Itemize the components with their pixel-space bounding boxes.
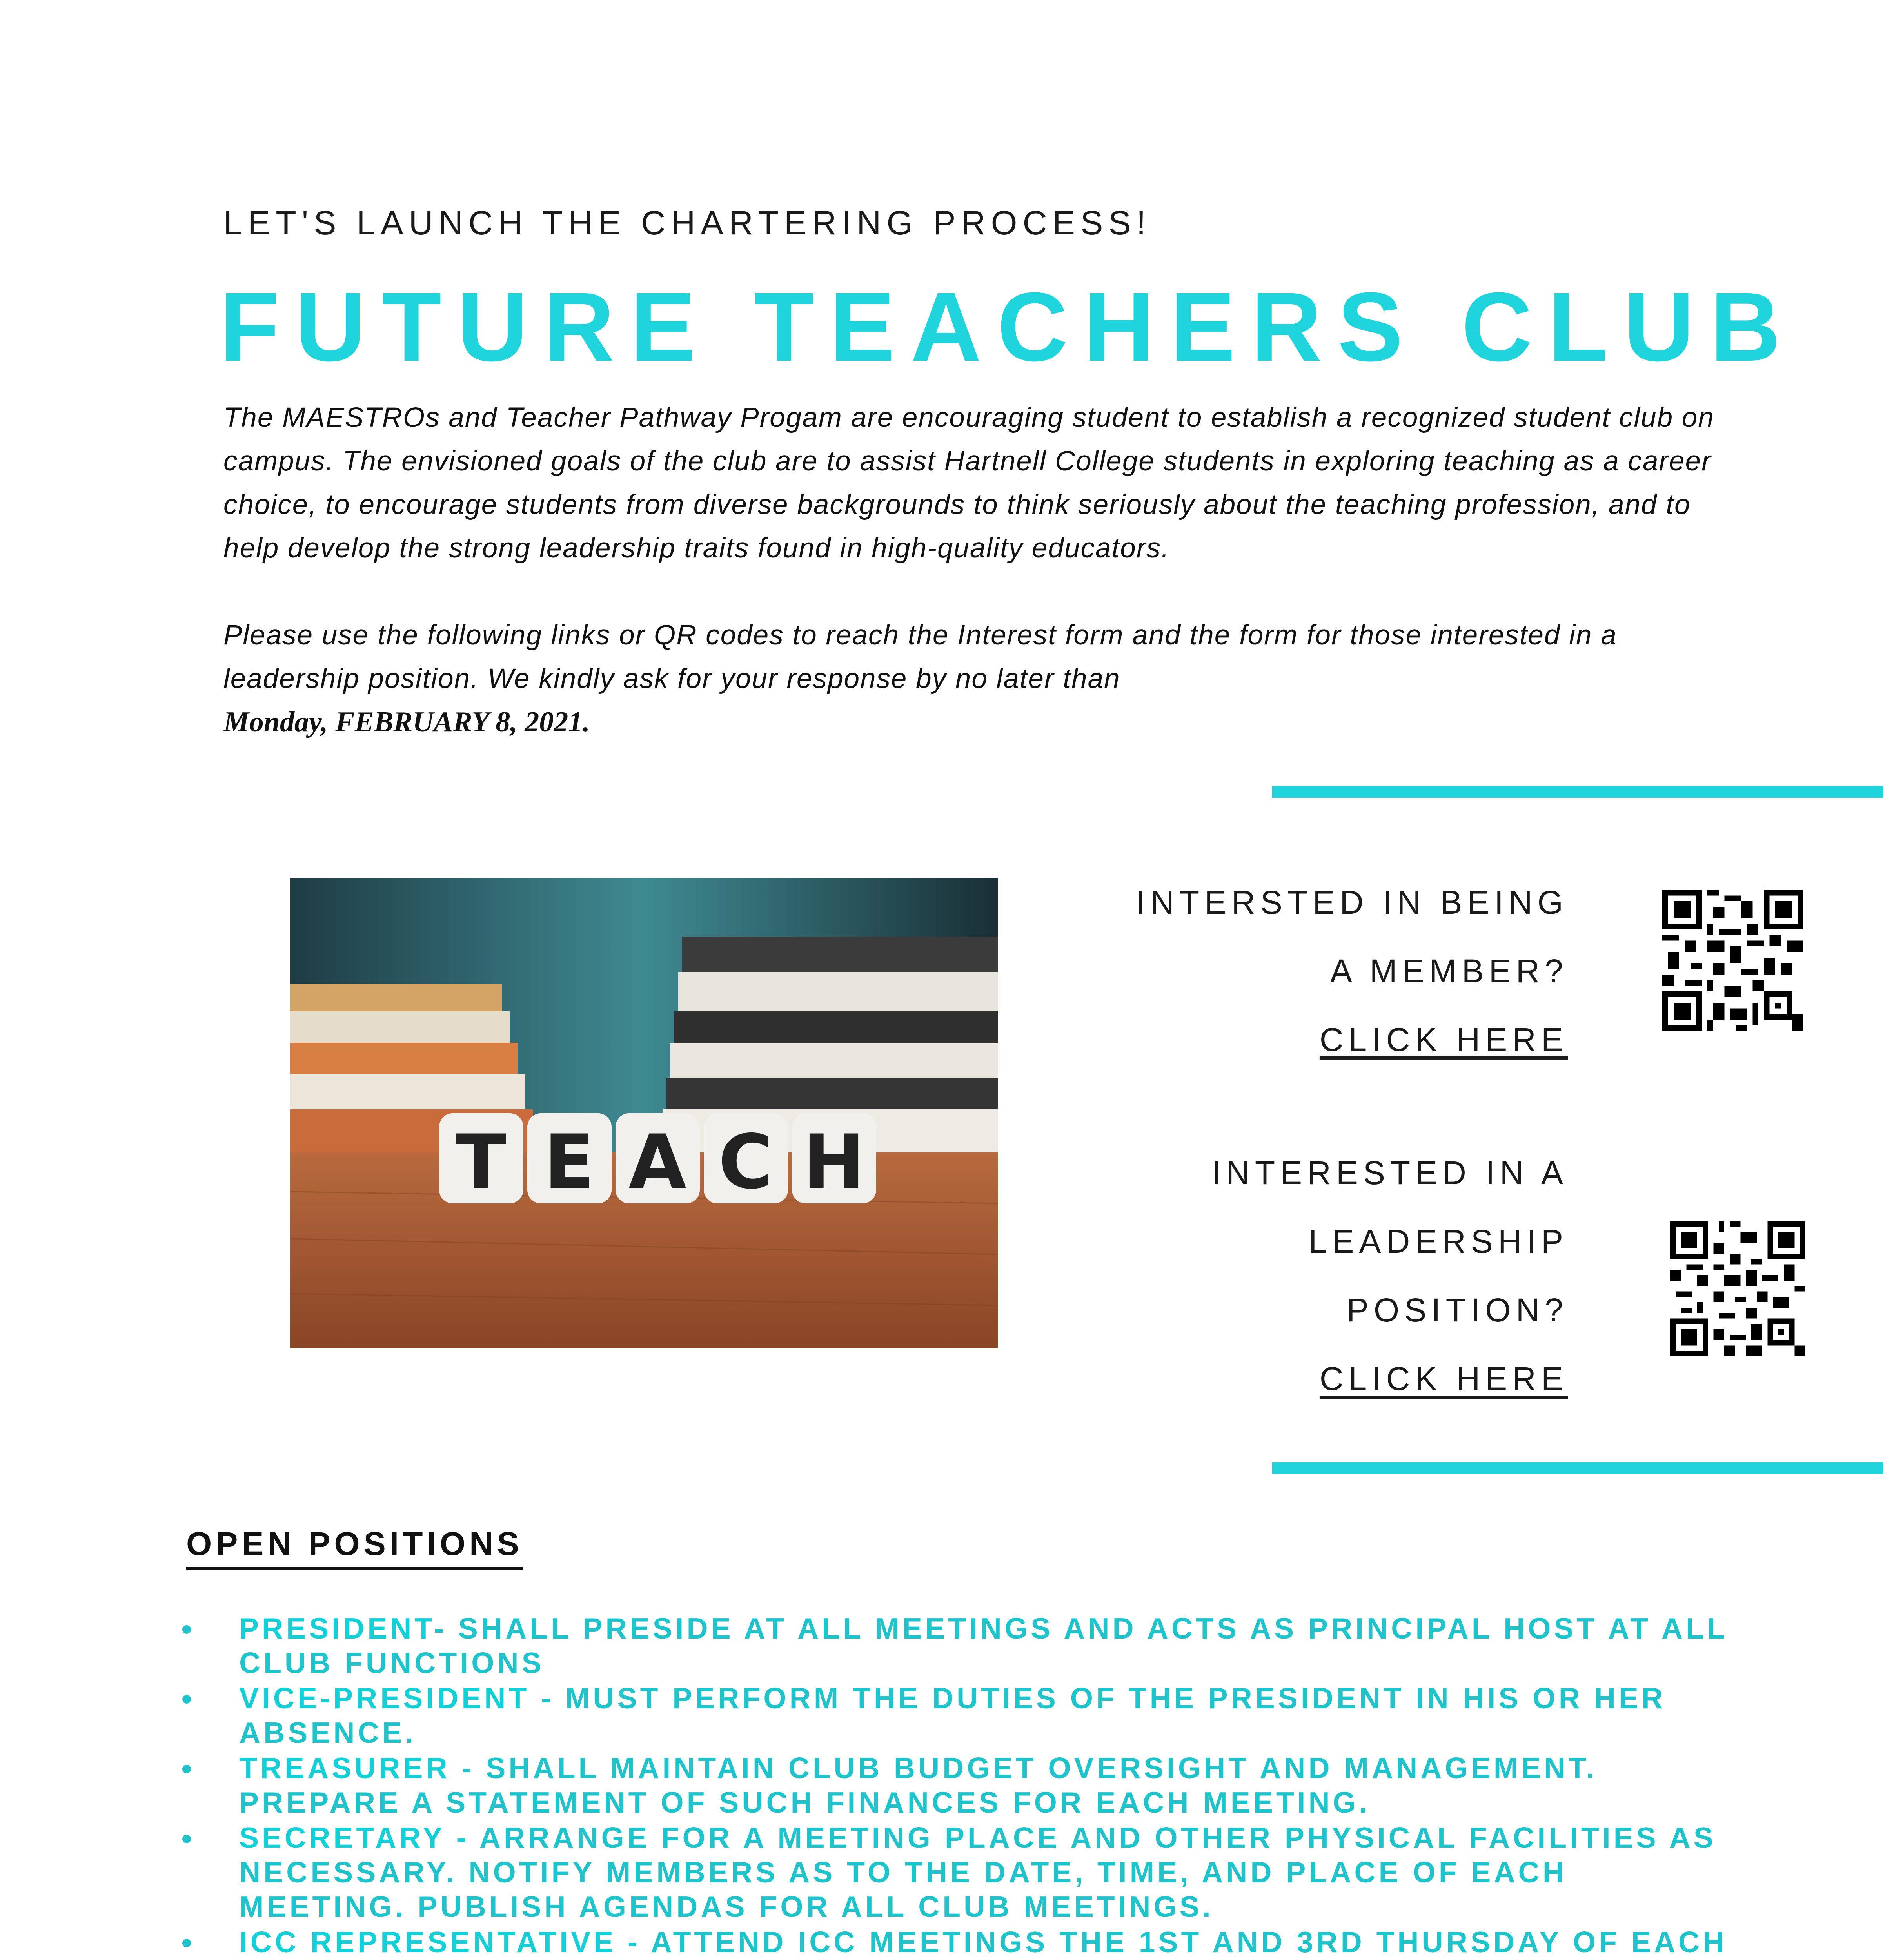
open-positions-heading: OPEN POSITIONS bbox=[186, 1525, 523, 1570]
position-name: PRESIDENT bbox=[239, 1612, 434, 1645]
list-item bbox=[180, 1820, 1741, 1924]
instructions-paragraph bbox=[223, 613, 1752, 744]
bullet-icon bbox=[182, 1835, 191, 1843]
svg-text:A: A bbox=[628, 1119, 686, 1205]
svg-text:H: H bbox=[803, 1119, 865, 1205]
svg-text:C: C bbox=[718, 1119, 773, 1205]
accent-rule-top bbox=[1272, 786, 1883, 798]
position-name: TREASURER bbox=[239, 1751, 450, 1784]
svg-text:E: E bbox=[544, 1119, 595, 1205]
member-cta-line2: A MEMBER? bbox=[1330, 953, 1568, 989]
list-item bbox=[180, 1611, 1741, 1680]
bullet-icon bbox=[182, 1695, 191, 1704]
position-description: ATTEND ICC MEETINGS THE 1ST AND 3RD THURSDAY OF EACH bbox=[651, 1926, 1727, 1958]
intro-paragraph: The MAESTROs and Teacher Pathway Progam are encouraging student to establish a recognized student club on campus. The envisioned goals of the club are to assist Hartnell College students in exploring teaching as a career choice, to encourage students from diverse backgrounds to think seriously about the teaching profession, and to help develop the strong leadership traits found in high-quality educators. bbox=[223, 402, 1714, 564]
instructions-text: Please use the following links or QR codes to reach the Interest form and the form for those interested in a leadership position. We kindly ask for your response by no later than bbox=[223, 620, 1617, 694]
position-name: ICC REPRESENTATIVE - bbox=[239, 1926, 641, 1958]
position-description: - SHALL PRESIDE AT ALL MEETINGS AND ACTS AS PRINCIPAL HOST AT ALL CLUB FUNCTIONS bbox=[239, 1612, 1728, 1679]
leadership-qr-code-icon[interactable] bbox=[1670, 1221, 1805, 1356]
leadership-cta-line3: POSITION? bbox=[1346, 1292, 1568, 1328]
member-click-here-link[interactable]: CLICK HERE bbox=[1319, 1021, 1568, 1058]
leadership-cta bbox=[941, 1139, 1568, 1413]
position-description: - SHALL MAINTAIN CLUB BUDGET OVERSIGHT AND MANAGEMENT. PREPARE A STATEMENT OF SUCH FINANCES FOR EACH MEETING. bbox=[239, 1751, 1598, 1819]
list-item bbox=[180, 1681, 1741, 1750]
member-cta bbox=[941, 868, 1568, 1074]
deadline-date: Monday, FEBRUARY 8, 2021. bbox=[223, 706, 590, 738]
bullet-icon bbox=[182, 1625, 191, 1634]
accent-rule-bottom bbox=[1272, 1462, 1883, 1474]
position-name: SECRETARY - bbox=[239, 1821, 469, 1854]
list-item bbox=[180, 1751, 1741, 1820]
member-qr-code-icon[interactable] bbox=[1662, 890, 1803, 1031]
position-description: ARRANGE FOR A MEETING PLACE AND OTHER PHYSICAL FACILITIES AS NECESSARY. NOTIFY MEMBERS AS TO THE DATE, TIME, AND PLACE OF EACH MEETING. PUBLISH AGENDAS FOR ALL CLUB MEETINGS. bbox=[239, 1821, 1716, 1923]
page-title: FUTURE TEACHERS CLUB bbox=[220, 272, 1797, 381]
list-item bbox=[180, 1925, 1741, 1960]
leadership-cta-line1: INTERESTED IN A bbox=[1211, 1154, 1568, 1191]
position-description: - MUST PERFORM THE DUTIES OF THE PRESIDENT IN HIS OR HER ABSENCE. bbox=[239, 1682, 1666, 1749]
positions-list bbox=[180, 1611, 1741, 1960]
kicker-heading: LET'S LAUNCH THE CHARTERING PROCESS! bbox=[223, 204, 1151, 242]
teach-photo bbox=[290, 878, 998, 1348]
intro-section bbox=[223, 396, 1752, 744]
svg-text:T: T bbox=[456, 1119, 507, 1205]
bullet-icon bbox=[182, 1765, 191, 1773]
bullet-icon bbox=[182, 1939, 191, 1947]
leadership-cta-line2: LEADERSHIP bbox=[1308, 1223, 1568, 1260]
member-cta-line1: INTERSTED IN BEING bbox=[1136, 884, 1568, 921]
leadership-click-here-link[interactable]: CLICK HERE bbox=[1319, 1360, 1568, 1397]
position-name: VICE-PRESIDENT bbox=[239, 1682, 530, 1715]
